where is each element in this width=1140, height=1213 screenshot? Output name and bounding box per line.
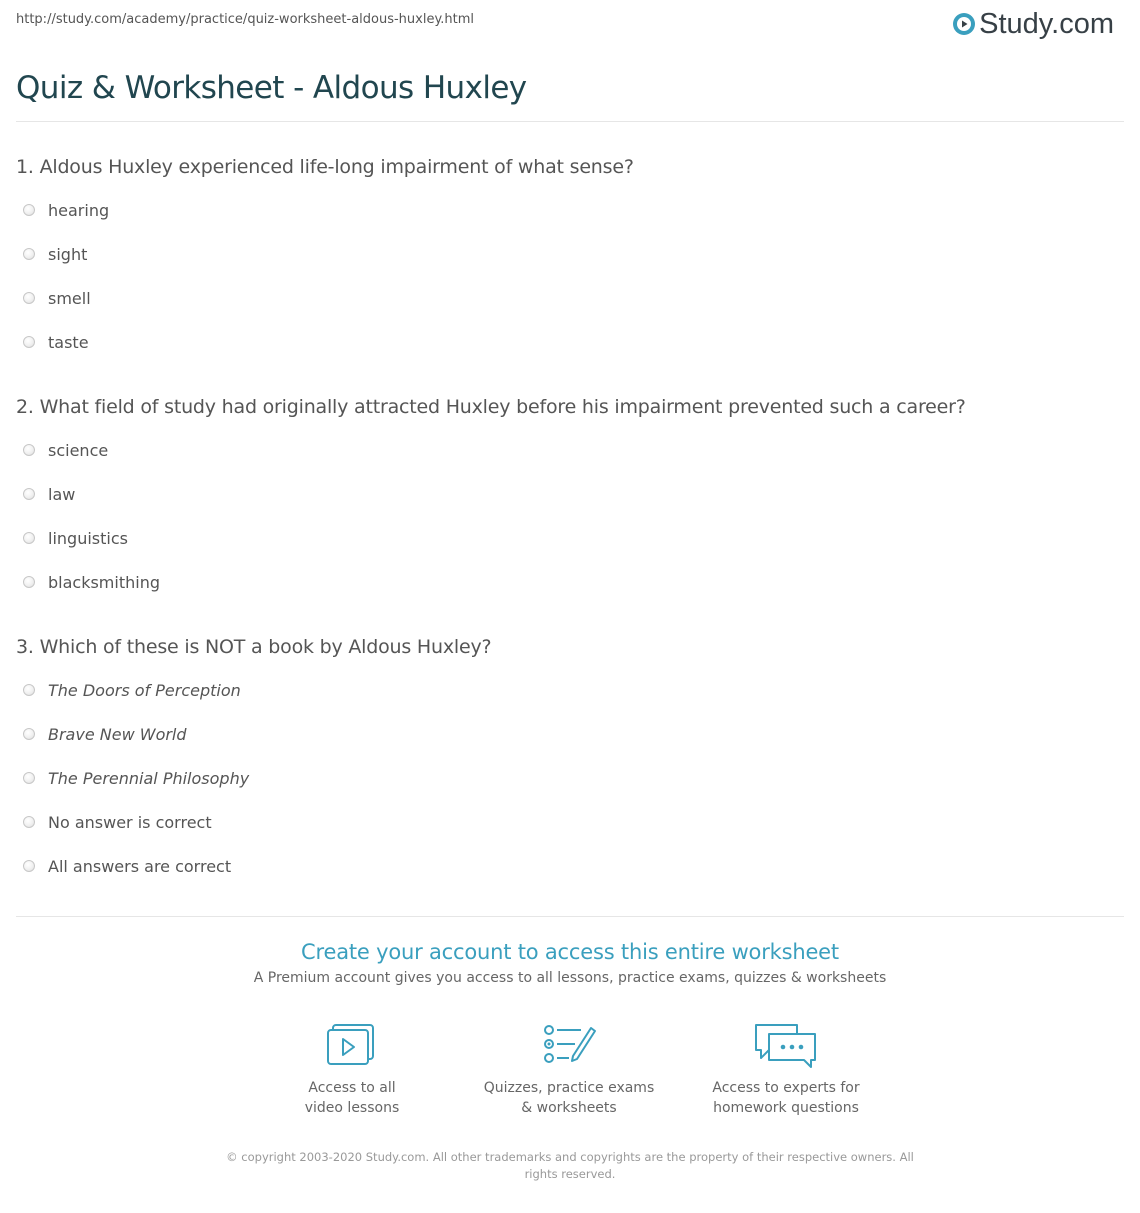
answer-option[interactable] xyxy=(23,678,241,702)
answer-label: The Perennial Philosophy xyxy=(48,768,250,788)
answer-label: No answer is correct xyxy=(48,812,212,832)
feature-label: Quizzes, practice exams & worksheets xyxy=(483,1080,655,1116)
radio-button[interactable] xyxy=(23,204,35,216)
premium-promo xyxy=(0,940,1140,986)
question-1 xyxy=(16,155,1124,352)
answer-option[interactable] xyxy=(23,722,187,746)
radio-button[interactable] xyxy=(23,860,35,872)
answer-option[interactable] xyxy=(23,482,75,506)
radio-button[interactable] xyxy=(23,488,35,500)
answer-label: Brave New World xyxy=(48,724,187,744)
feature-experts xyxy=(686,1022,886,1118)
question-2 xyxy=(16,395,1124,592)
answer-label: hearing xyxy=(48,200,110,220)
play-circle-icon xyxy=(952,12,976,36)
answer-label: smell xyxy=(48,288,91,308)
video-lessons-icon xyxy=(324,1022,380,1068)
page-url: http://study.com/academy/practice/quiz-worksheet-aldous-huxley.html xyxy=(16,12,475,27)
promo-subtitle: A Premium account gives you access to all lessons, practice exams, quizzes & worksheets xyxy=(253,970,887,986)
radio-button[interactable] xyxy=(23,576,35,588)
answer-label: All answers are correct xyxy=(48,856,232,876)
radio-button[interactable] xyxy=(23,728,35,740)
answer-option[interactable] xyxy=(23,526,128,550)
question-text: 1. Aldous Huxley experienced life-long impairment of what sense? xyxy=(16,156,634,178)
question-3 xyxy=(16,635,1124,876)
logo-text: Study.com xyxy=(979,7,1114,40)
question-text: 3. Which of these is NOT a book by Aldous Huxley? xyxy=(16,636,492,658)
answer-label: taste xyxy=(48,332,89,352)
title-divider xyxy=(16,121,1124,122)
create-account-link[interactable]: Create your account to access this entire worksheet xyxy=(301,940,839,964)
question-text: 2. What field of study had originally attracted Huxley before his impairment prevented such a career? xyxy=(16,396,966,418)
study-logo[interactable] xyxy=(952,6,1114,42)
top-bar xyxy=(0,0,1140,48)
answer-label: linguistics xyxy=(48,528,128,548)
answer-option[interactable] xyxy=(23,242,87,266)
quiz-checklist-icon xyxy=(541,1022,597,1068)
answer-label: sight xyxy=(48,244,88,264)
radio-button[interactable] xyxy=(23,292,35,304)
answer-option[interactable] xyxy=(23,854,231,878)
chat-bubbles-icon xyxy=(753,1022,819,1068)
answer-label: The Doors of Perception xyxy=(48,680,241,700)
answer-option[interactable] xyxy=(23,330,89,354)
answer-option[interactable] xyxy=(23,766,249,790)
radio-button[interactable] xyxy=(23,336,35,348)
promo-divider xyxy=(16,916,1124,917)
answer-option[interactable] xyxy=(23,438,108,462)
radio-button[interactable] xyxy=(23,772,35,784)
answer-label: science xyxy=(48,440,109,460)
radio-button[interactable] xyxy=(23,532,35,544)
answer-option[interactable] xyxy=(23,286,91,310)
feature-quizzes xyxy=(469,1022,669,1118)
answer-option[interactable] xyxy=(23,198,109,222)
answer-option[interactable] xyxy=(23,570,160,594)
feature-video-lessons xyxy=(252,1022,452,1118)
feature-label: Access to experts for homework questions xyxy=(712,1080,860,1116)
copyright-footer: © copyright 2003-2020 Study.com. All other trademarks and copyrights are the property of their respective owners. All rights reserved. xyxy=(226,1150,914,1181)
answer-label: blacksmithing xyxy=(48,572,160,592)
radio-button[interactable] xyxy=(23,248,35,260)
page-title: Quiz & Worksheet - Aldous Huxley xyxy=(16,70,527,106)
radio-button[interactable] xyxy=(23,684,35,696)
feature-label: Access to all video lessons xyxy=(304,1080,400,1116)
radio-button[interactable] xyxy=(23,444,35,456)
answer-label: law xyxy=(48,484,76,504)
radio-button[interactable] xyxy=(23,816,35,828)
answer-option[interactable] xyxy=(23,810,212,834)
